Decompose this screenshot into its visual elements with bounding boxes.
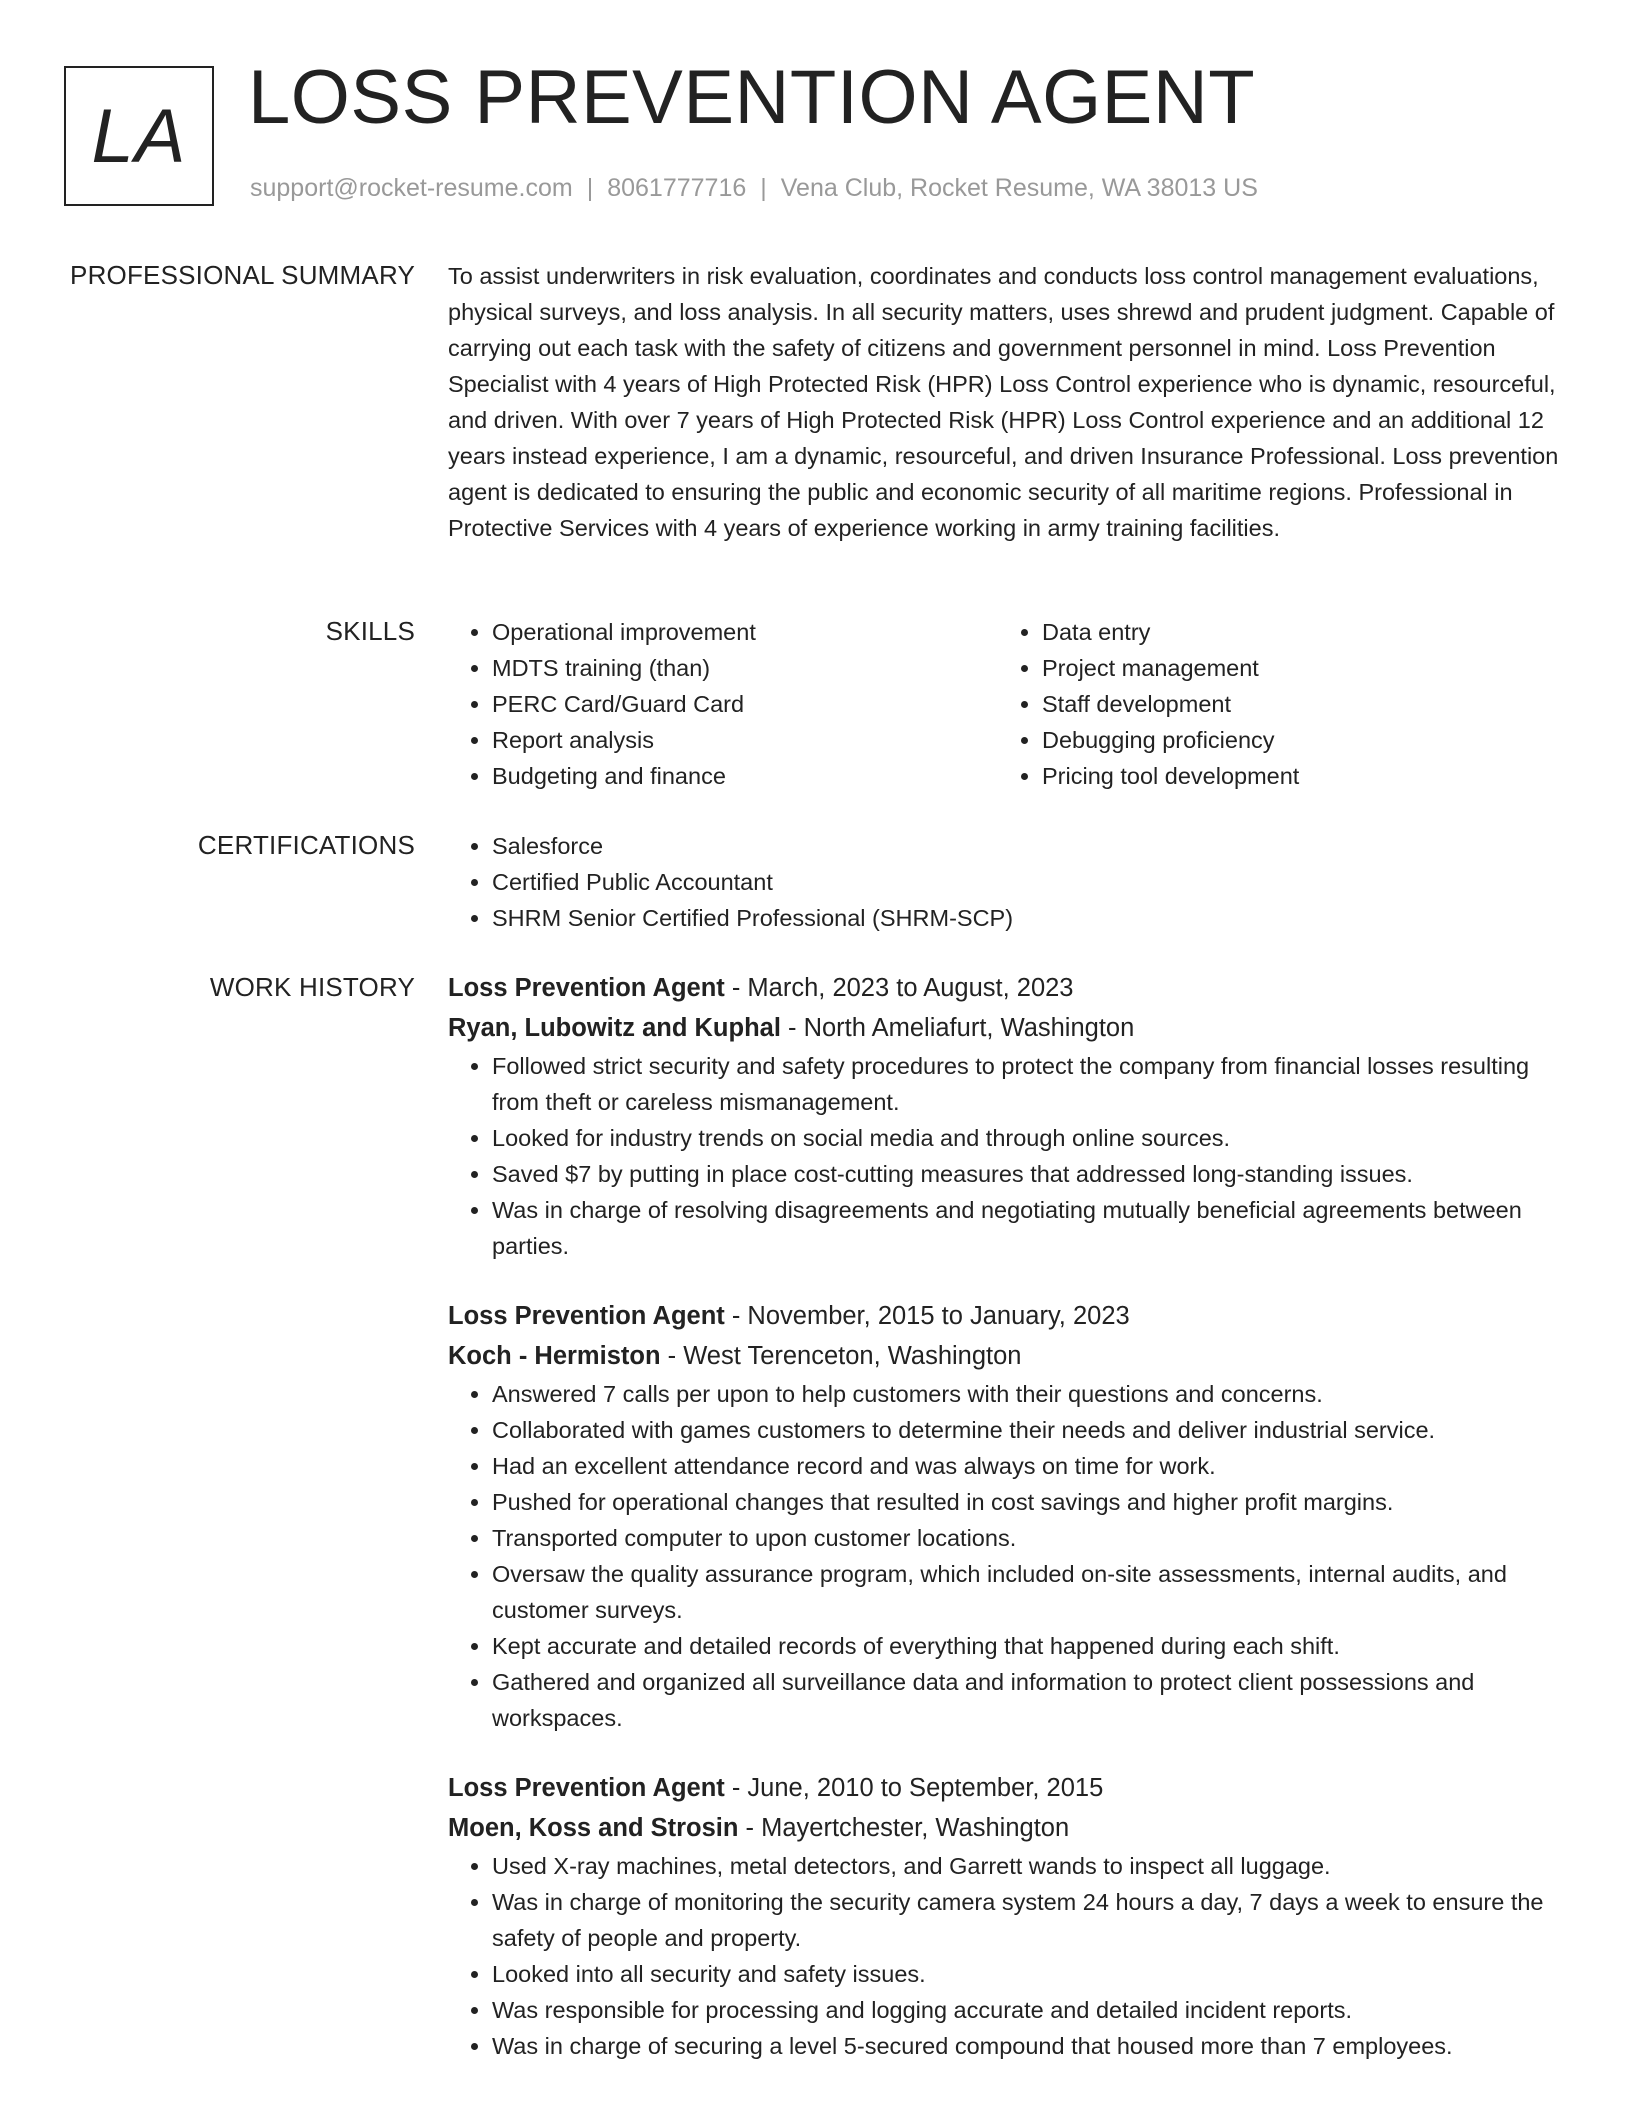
job-bullet: • Gathered and organized all surveillance data and information to protect client possessions and workspaces. — [492, 1664, 1568, 1736]
skill-item: • PERC Card/Guard Card — [492, 686, 998, 722]
section-heading-certifications: CERTIFICATIONS — [197, 830, 415, 860]
certification-item: • Certified Public Accountant — [492, 864, 1568, 900]
skill-item: • Debugging proficiency — [1042, 722, 1548, 758]
skills-list-right — [998, 614, 1548, 794]
job-title: Loss Prevention Agent — [448, 974, 725, 1002]
monogram-logo: LA — [64, 66, 214, 206]
section-heading-summary: PROFESSIONAL SUMMARY — [70, 260, 415, 290]
job-bullet: • Transported computer to upon customer locations. — [492, 1520, 1568, 1556]
job-title-line — [448, 968, 1568, 1008]
job-bullet: • Followed strict security and safety procedures to protect the company from financial losses resulting from theft or careless mismanagement. — [492, 1048, 1568, 1120]
skill-item: • Pricing tool development — [1042, 758, 1548, 794]
skill-item: • Staff development — [1042, 686, 1548, 722]
job-bullet: • Kept accurate and detailed records of everything that happened during each shift. — [492, 1628, 1568, 1664]
job-bullet: • Looked into all security and safety issues. — [492, 1956, 1568, 1992]
job-bullet: • Was in charge of securing a level 5-secured compound that housed more than 7 employees. — [492, 2028, 1568, 2064]
certifications-body — [448, 828, 1568, 936]
summary-text: To assist underwriters in risk evaluation, coordinates and conducts loss control management evaluations, physical surveys, and loss analysis. In all security matters, uses shrewd and prudent judgment. Capable of carrying out each task with the safety of citizens and government personnel in mind. Loss Prevention Specialist with 4 years of High Protected Risk (HPR) Loss Control experience who is dynamic, resourceful, and driven. With over 7 years of High Protected Risk (HPR) Loss Control experience and an additional 12 years instead experience, I am a dynamic, resourceful, and driven Insurance Professional. Loss prevention agent is dedicated to ensuring the public and economic security of all maritime regions. Professional in Protective Services with 4 years of experience working in army training facilities. — [448, 263, 1559, 541]
job-bullet: • Was responsible for processing and logging accurate and detailed incident reports. — [492, 1992, 1568, 2028]
job-dates: - November, 2015 to January, 2023 — [724, 1302, 1130, 1330]
job-title: Loss Prevention Agent — [448, 1302, 725, 1330]
job-title-line — [448, 1768, 1568, 1808]
certifications-list — [448, 828, 1568, 936]
section-heading-work-history: WORK HISTORY — [209, 972, 415, 1002]
job-bullets — [448, 1848, 1568, 2064]
job-bullet: • Oversaw the quality assurance program, which included on-site assessments, internal audits, and customer surveys. — [492, 1556, 1568, 1628]
job-location: - North Ameliafurt, Washington — [780, 1014, 1135, 1042]
skill-item: • Budgeting and finance — [492, 758, 998, 794]
work-history-body — [448, 968, 1568, 2096]
skills-list-left — [448, 614, 998, 794]
job-bullet: • Was in charge of resolving disagreements and negotiating mutually beneficial agreements between parties. — [492, 1192, 1568, 1264]
job-location: - West Terenceton, Washington — [660, 1342, 1022, 1370]
job-bullet: • Answered 7 calls per upon to help customers with their questions and concerns. — [492, 1376, 1568, 1412]
job-bullets — [448, 1376, 1568, 1736]
job-entry — [448, 968, 1568, 1264]
job-bullet: • Pushed for operational changes that resulted in cost savings and higher profit margins. — [492, 1484, 1568, 1520]
job-dates: - June, 2010 to September, 2015 — [724, 1774, 1104, 1802]
contact-address: Vena Club, Rocket Resume, WA 38013 US — [780, 174, 1258, 202]
summary-body — [448, 258, 1568, 546]
job-bullet: • Was in charge of monitoring the security camera system 24 hours a day, 7 days a week to ensure the safety of people and property. — [492, 1884, 1568, 1956]
job-location: - Mayertchester, Washington — [738, 1814, 1070, 1842]
skills-column-right — [998, 614, 1548, 794]
job-bullet: • Had an excellent attendance record and was always on time for work. — [492, 1448, 1568, 1484]
skill-item: • MDTS training (than) — [492, 650, 998, 686]
job-bullet: • Saved $7 by putting in place cost-cutting measures that addressed long-standing issues. — [492, 1156, 1568, 1192]
skills-grid — [448, 614, 1568, 794]
job-bullets — [448, 1048, 1568, 1264]
job-entry — [448, 1768, 1568, 2064]
job-company-line — [448, 1336, 1568, 1376]
contact-email[interactable]: support@rocket-resume.com — [250, 174, 573, 202]
job-title-line — [448, 1296, 1568, 1336]
job-company: Koch - Hermiston — [448, 1342, 661, 1370]
job-dates: - March, 2023 to August, 2023 — [724, 974, 1074, 1002]
job-company: Moen, Koss and Strosin — [448, 1814, 739, 1842]
contact-line — [250, 174, 1258, 203]
job-company-line — [448, 1008, 1568, 1048]
skill-item: • Project management — [1042, 650, 1548, 686]
job-company: Ryan, Lubowitz and Kuphal — [448, 1014, 781, 1042]
job-bullet: • Collaborated with games customers to determine their needs and deliver industrial service. — [492, 1412, 1568, 1448]
skills-body — [448, 614, 1568, 794]
skill-item: • Data entry — [1042, 614, 1548, 650]
skills-column-left — [448, 614, 998, 794]
job-bullet: • Looked for industry trends on social media and through online sources. — [492, 1120, 1568, 1156]
contact-separator: | — [586, 174, 594, 202]
job-entry — [448, 1296, 1568, 1736]
contact-separator: | — [760, 174, 767, 202]
job-company-line — [448, 1808, 1568, 1848]
section-heading-skills: SKILLS — [325, 616, 415, 646]
job-title: Loss Prevention Agent — [448, 1774, 725, 1802]
contact-phone[interactable]: 8061777716 — [607, 174, 747, 202]
skill-item: • Operational improvement — [492, 614, 998, 650]
certification-item: • SHRM Senior Certified Professional (SHRM-SCP) — [492, 900, 1568, 936]
certification-item: • Salesforce — [492, 828, 1568, 864]
job-bullet: • Used X-ray machines, metal detectors, and Garrett wands to inspect all luggage. — [492, 1848, 1568, 1884]
skill-item: • Report analysis — [492, 722, 998, 758]
resume-title: LOSS PREVENTION AGENT — [248, 55, 1256, 140]
